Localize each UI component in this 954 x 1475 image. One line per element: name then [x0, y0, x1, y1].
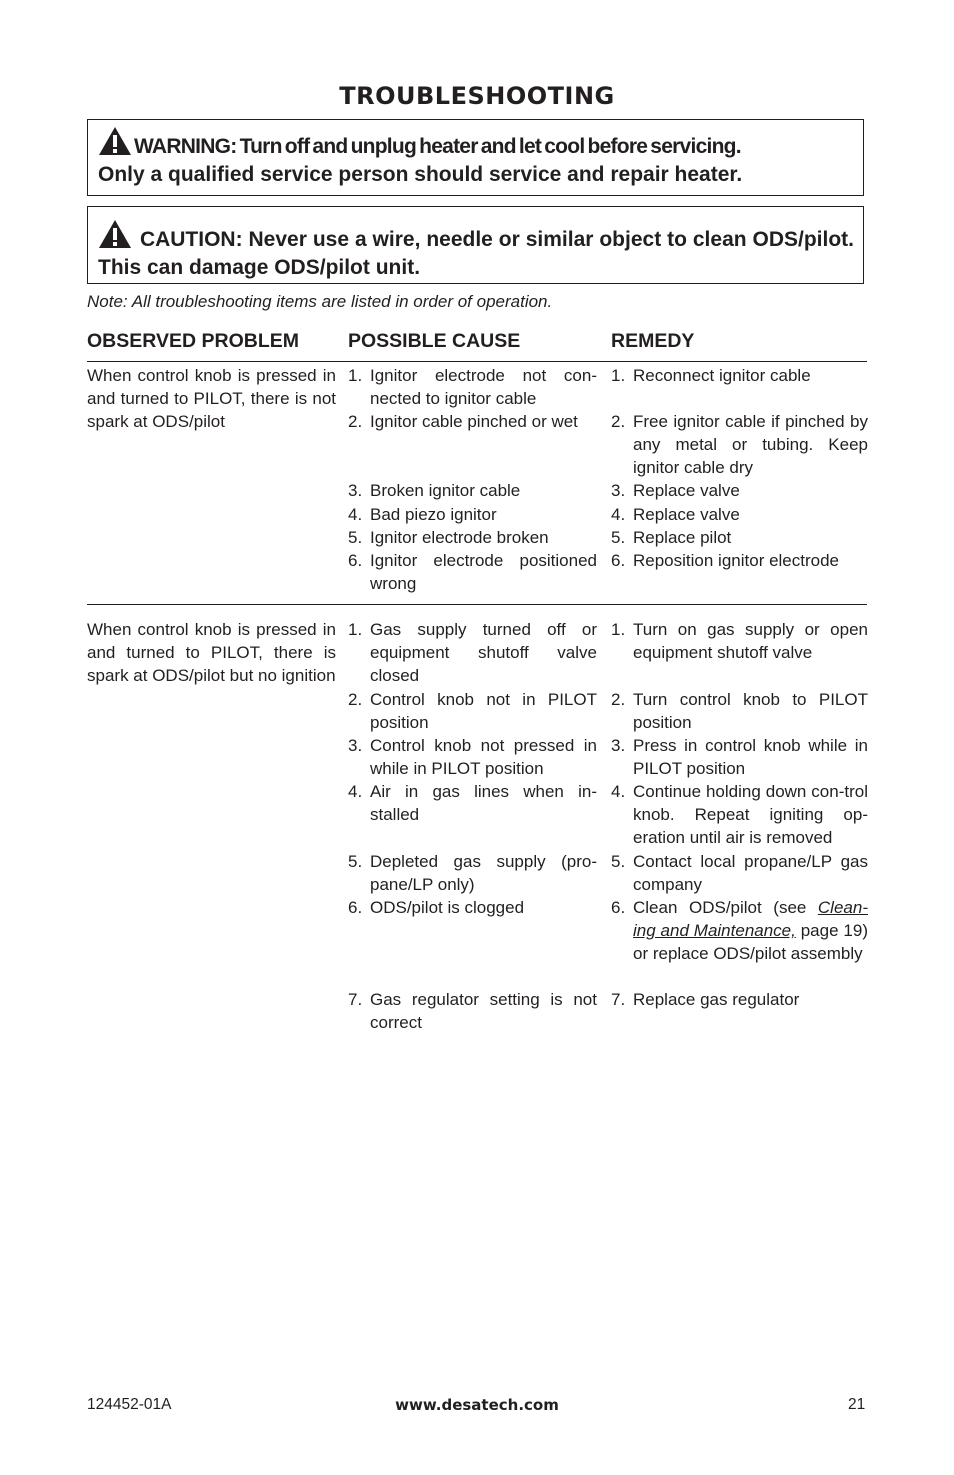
caution-text: CAUTION: Never use a wire, needle or similar object to clean ODS/pilot. This can damage ODS/pilot unit. [98, 228, 854, 279]
list-item: 5. Ignitor electrode broken [348, 528, 549, 547]
caution-triangle-icon [98, 219, 132, 249]
list-item: 2. Turn control knob to PILOT position [611, 690, 868, 732]
section-rule [87, 604, 867, 605]
cause-list-1 [348, 364, 597, 595]
list-item: 4. Air in gas lines when in-stalled [348, 782, 597, 824]
warning-box [87, 119, 864, 196]
list-item: 4. Replace valve [611, 504, 740, 524]
list-item: 2. Ignitor cable pinched or wet [348, 412, 578, 431]
list-item: 5. Replace pilot [611, 528, 732, 547]
list-item: 4. Bad piezo ignitor [348, 504, 497, 524]
warning-line1: WARNING: Turn off and unplug heater and let cool before servicing. [134, 135, 741, 158]
problem-1: When control knob is pressed in and turned to PILOT, there is not spark at ODS/pilot [87, 366, 336, 431]
page-title: TROUBLESHOOTING [339, 82, 615, 110]
list-item: 6. Reposition ignitor electrode [611, 551, 840, 570]
page-number: 21 [848, 1396, 866, 1413]
list-item: 3. Press in control knob while in PILOT position [611, 736, 868, 778]
list-item: 7. Gas regulator setting is not correct [348, 990, 597, 1032]
note-text: Note: All troubleshooting items are listed in order of operation. [87, 292, 553, 311]
list-item: 2. Free ignitor cable if pinched by any metal or tubing. Keep ignitor cable dry [611, 412, 868, 477]
list-item: 1. Turn on gas supply or open equipment shutoff valve [611, 620, 868, 662]
header-rule [87, 361, 867, 362]
header-possible-cause: POSSIBLE CAUSE [348, 330, 521, 352]
caution-box [87, 206, 864, 284]
list-item: 1. Reconnect ignitor cable [611, 366, 811, 385]
remedy-list-2 [611, 618, 868, 1034]
footer-url[interactable]: www.desatech.com [395, 1396, 559, 1414]
list-item: 1. Ignitor electrode not con-nected to ignitor cable [348, 366, 597, 408]
list-item: 3. Control knob not pressed in while in PILOT position [348, 736, 597, 778]
list-item: 6. Clean ODS/pilot (see Clean-ing and Maintenance, page 19) or replace ODS/pilot assembly [611, 898, 868, 963]
header-remedy: REMEDY [611, 330, 695, 352]
list-item: 2. Control knob not in PILOT position [348, 690, 597, 732]
list-item: 3. Broken ignitor cable [348, 481, 521, 500]
list-item: 7. Replace gas regulator [611, 990, 800, 1009]
list-item: 5. Depleted gas supply (pro-pane/LP only) [348, 852, 597, 894]
warning-triangle-icon [98, 126, 132, 156]
doc-number: 124452-01A [87, 1396, 172, 1413]
problem-2: When control knob is pressed in and turned to PILOT, there is spark at ODS/pilot but no ignition [87, 620, 336, 685]
cause-list-2 [348, 618, 597, 1034]
list-item: 4. Continue holding down con-trol knob. Repeat igniting op-eration until air is removed [611, 782, 868, 847]
header-observed-problem: OBSERVED PROBLEM [87, 330, 300, 352]
remedy-list-1 [611, 364, 868, 595]
list-item: 6. Ignitor electrode positioned wrong [348, 551, 597, 593]
warning-line2: Only a qualified service person should service and repair heater. [98, 163, 743, 186]
cleaning-maintenance-link[interactable]: Clean-ing and Maintenance, [633, 898, 868, 940]
list-item: 5. Contact local propane/LP gas company [611, 852, 868, 894]
list-item: 1. Gas supply turned off or equipment shutoff valve closed [348, 620, 597, 685]
list-item: 6. ODS/pilot is clogged [348, 898, 525, 917]
list-item: 3. Replace valve [611, 481, 740, 500]
